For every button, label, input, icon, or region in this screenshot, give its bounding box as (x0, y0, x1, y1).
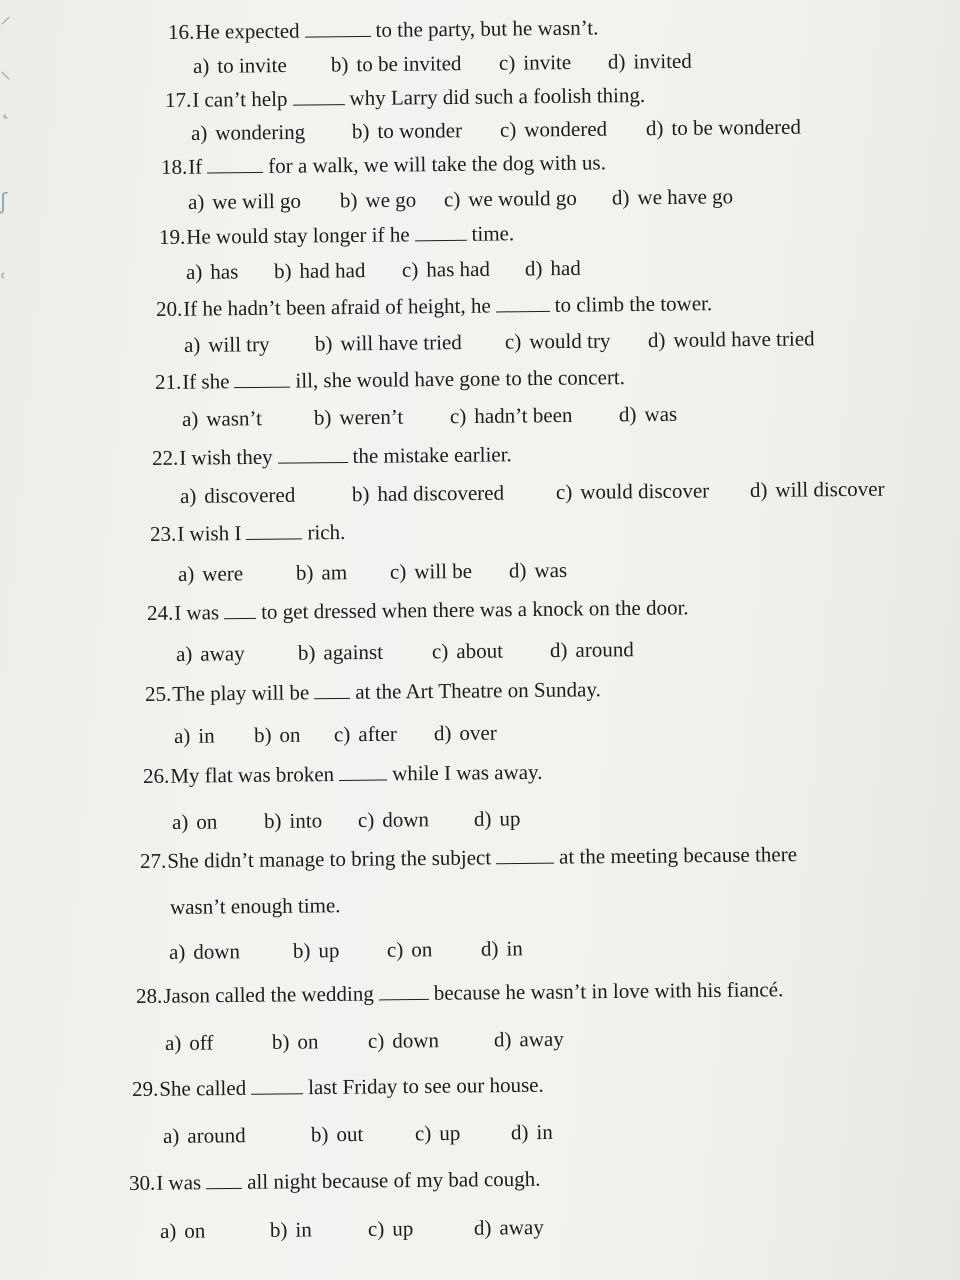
options-23 (178, 558, 567, 587)
question-28: 28.Jason called the wedding because he wasn’t in love with his fiancé. (135, 977, 784, 1008)
options-21 (182, 402, 677, 432)
option-d[interactable]: d) over (433, 720, 497, 746)
option-c[interactable]: c) hadn’t been (449, 402, 573, 429)
option-a[interactable]: a) to invite (192, 53, 287, 78)
option-c[interactable]: c) down (357, 807, 430, 833)
option-a[interactable]: a) away (175, 641, 245, 666)
option-d[interactable]: d) will discover (749, 476, 885, 503)
option-b[interactable]: b) weren’t (313, 404, 404, 430)
answer-blank[interactable] (379, 981, 429, 1001)
answer-blank[interactable] (339, 761, 387, 781)
option-b[interactable]: b) out (310, 1121, 364, 1147)
question-23: 23.I wish I rich. (149, 519, 346, 546)
answer-blank[interactable] (314, 680, 350, 699)
question-text-after: to the party, but he wasn’t. (375, 15, 599, 42)
options-17 (191, 115, 801, 146)
question-20: 20.If he hadn’t been afraid of height, he to climb the tower. (155, 291, 713, 321)
option-a[interactable]: a) were (177, 561, 244, 586)
options-24 (176, 637, 634, 667)
option-a[interactable]: a) wasn’t (181, 406, 263, 431)
option-a[interactable]: a) will try (183, 332, 270, 357)
question-19: 19.He would stay longer if he time. (158, 221, 515, 249)
option-c[interactable]: c) up (414, 1120, 461, 1146)
answer-blank[interactable] (206, 1170, 242, 1189)
option-a[interactable]: a) in (173, 723, 215, 748)
option-d[interactable]: d) away (473, 1214, 544, 1240)
option-c[interactable]: c) down (367, 1028, 440, 1053)
question-17: 17.I can’t help why Larry did such a foolish thing. (164, 82, 646, 112)
option-c[interactable]: c) after (333, 721, 397, 747)
answer-blank[interactable] (224, 600, 256, 619)
options-20 (184, 326, 815, 358)
option-a[interactable]: a) off (164, 1030, 214, 1055)
options-16 (193, 49, 692, 79)
answer-blank[interactable] (292, 86, 344, 106)
option-c[interactable]: c) has had (401, 256, 491, 282)
question-16 (168, 15, 599, 45)
options-27 (169, 936, 523, 965)
question-18: 18.If for a walk, we will take the dog with us. (160, 150, 607, 179)
option-d[interactable]: d) was (508, 557, 568, 583)
option-b[interactable]: b) to wonder (351, 118, 463, 144)
margin-pen-mark: ˛ (0, 95, 11, 120)
question-30: 30.I was all night because of my bad cough. (128, 1166, 541, 1195)
margin-pen-mark: ⸜ (0, 59, 12, 84)
option-d[interactable]: d) had (524, 255, 581, 281)
question-29: 29.She called last Friday to see our house. (131, 1072, 544, 1101)
option-a[interactable]: a) wondering (190, 119, 306, 145)
option-c[interactable]: c) about (431, 638, 504, 664)
answer-blank[interactable] (496, 293, 550, 313)
question-24: 24.I was to get dressed when there was a knock on the door. (146, 595, 689, 625)
options-28 (165, 1027, 564, 1056)
option-d[interactable]: d) we have go (611, 184, 734, 210)
option-c[interactable]: c) invite (498, 50, 572, 75)
option-b[interactable]: b) we go (339, 187, 417, 213)
answer-blank[interactable] (304, 18, 370, 38)
option-a[interactable]: a) has (185, 259, 239, 284)
options-19 (186, 256, 581, 285)
option-d[interactable]: d) to be wondered (645, 114, 802, 141)
answer-blank[interactable] (251, 1075, 303, 1095)
answer-blank[interactable] (414, 222, 466, 242)
options-18 (188, 184, 733, 215)
answer-blank[interactable] (234, 369, 290, 389)
options-22 (180, 477, 885, 509)
option-d[interactable]: d) in (480, 936, 523, 961)
margin-pen-mark: ⸝ (0, 4, 12, 29)
option-c[interactable]: c) would try (504, 328, 611, 354)
option-a[interactable]: a) we will go (187, 188, 302, 214)
option-c[interactable]: c) up (367, 1216, 414, 1241)
options-25 (174, 721, 497, 749)
options-30 (160, 1215, 544, 1244)
option-b[interactable]: b) to be invited (330, 51, 462, 77)
option-a[interactable]: a) down (168, 939, 241, 964)
option-b[interactable]: b) on (271, 1029, 319, 1054)
question-21: 21.If she ill, she would have gone to the concert. (154, 365, 626, 394)
option-d[interactable]: d) up (473, 806, 521, 831)
option-a[interactable]: a) on (171, 809, 218, 834)
option-b[interactable]: b) into (263, 808, 323, 834)
question-22: 22.I wish they the mistake earlier. (151, 442, 512, 470)
question-26: 26.My flat was broken while I was away. (142, 759, 543, 788)
question-27: 27.She didn’t manage to bring the subject at the meeting because there (139, 842, 798, 873)
question-text-before: He expected (195, 18, 300, 44)
option-d[interactable]: d) was (618, 401, 678, 427)
option-d[interactable]: d) would have tried (647, 326, 815, 353)
answer-blank[interactable] (496, 845, 554, 865)
option-b[interactable]: b) up (292, 938, 340, 963)
option-b[interactable]: b) had had (273, 258, 366, 284)
option-a[interactable]: a) on (159, 1218, 206, 1243)
option-b[interactable]: b) on (253, 722, 301, 748)
option-c[interactable]: c) will be (389, 558, 473, 584)
answer-blank[interactable] (207, 154, 263, 174)
option-d[interactable]: d) around (549, 637, 634, 663)
question-number: 16. (167, 19, 195, 44)
option-b[interactable]: b) had discovered (351, 480, 505, 507)
options-26 (172, 806, 521, 835)
margin-pen-mark: ˓ (0, 265, 7, 290)
option-d[interactable]: d) away (493, 1026, 564, 1052)
question-25: 25.The play will be at the Art Theatre on Sunday. (144, 677, 601, 706)
option-b[interactable]: b) against (297, 639, 384, 665)
answer-blank[interactable] (277, 444, 347, 464)
option-a[interactable]: a) discovered (179, 482, 296, 508)
option-d[interactable]: d) in (510, 1119, 553, 1145)
option-b[interactable]: b) in (269, 1217, 312, 1242)
option-c[interactable]: c) we would go (443, 185, 577, 212)
option-a[interactable]: a) around (162, 1123, 246, 1148)
option-c[interactable]: c) on (386, 937, 433, 962)
option-b[interactable]: b) am (295, 560, 348, 585)
option-d[interactable]: d) invited (607, 48, 692, 74)
option-b[interactable]: b) will have tried (314, 330, 462, 356)
options-29 (163, 1120, 553, 1149)
question-27-continuation: wasn’t enough time. (169, 893, 341, 919)
option-c[interactable]: c) would discover (555, 478, 710, 505)
margin-pen-mark: ʃ (0, 190, 8, 215)
answer-blank[interactable] (246, 520, 302, 540)
option-c[interactable]: c) wondered (499, 116, 608, 142)
